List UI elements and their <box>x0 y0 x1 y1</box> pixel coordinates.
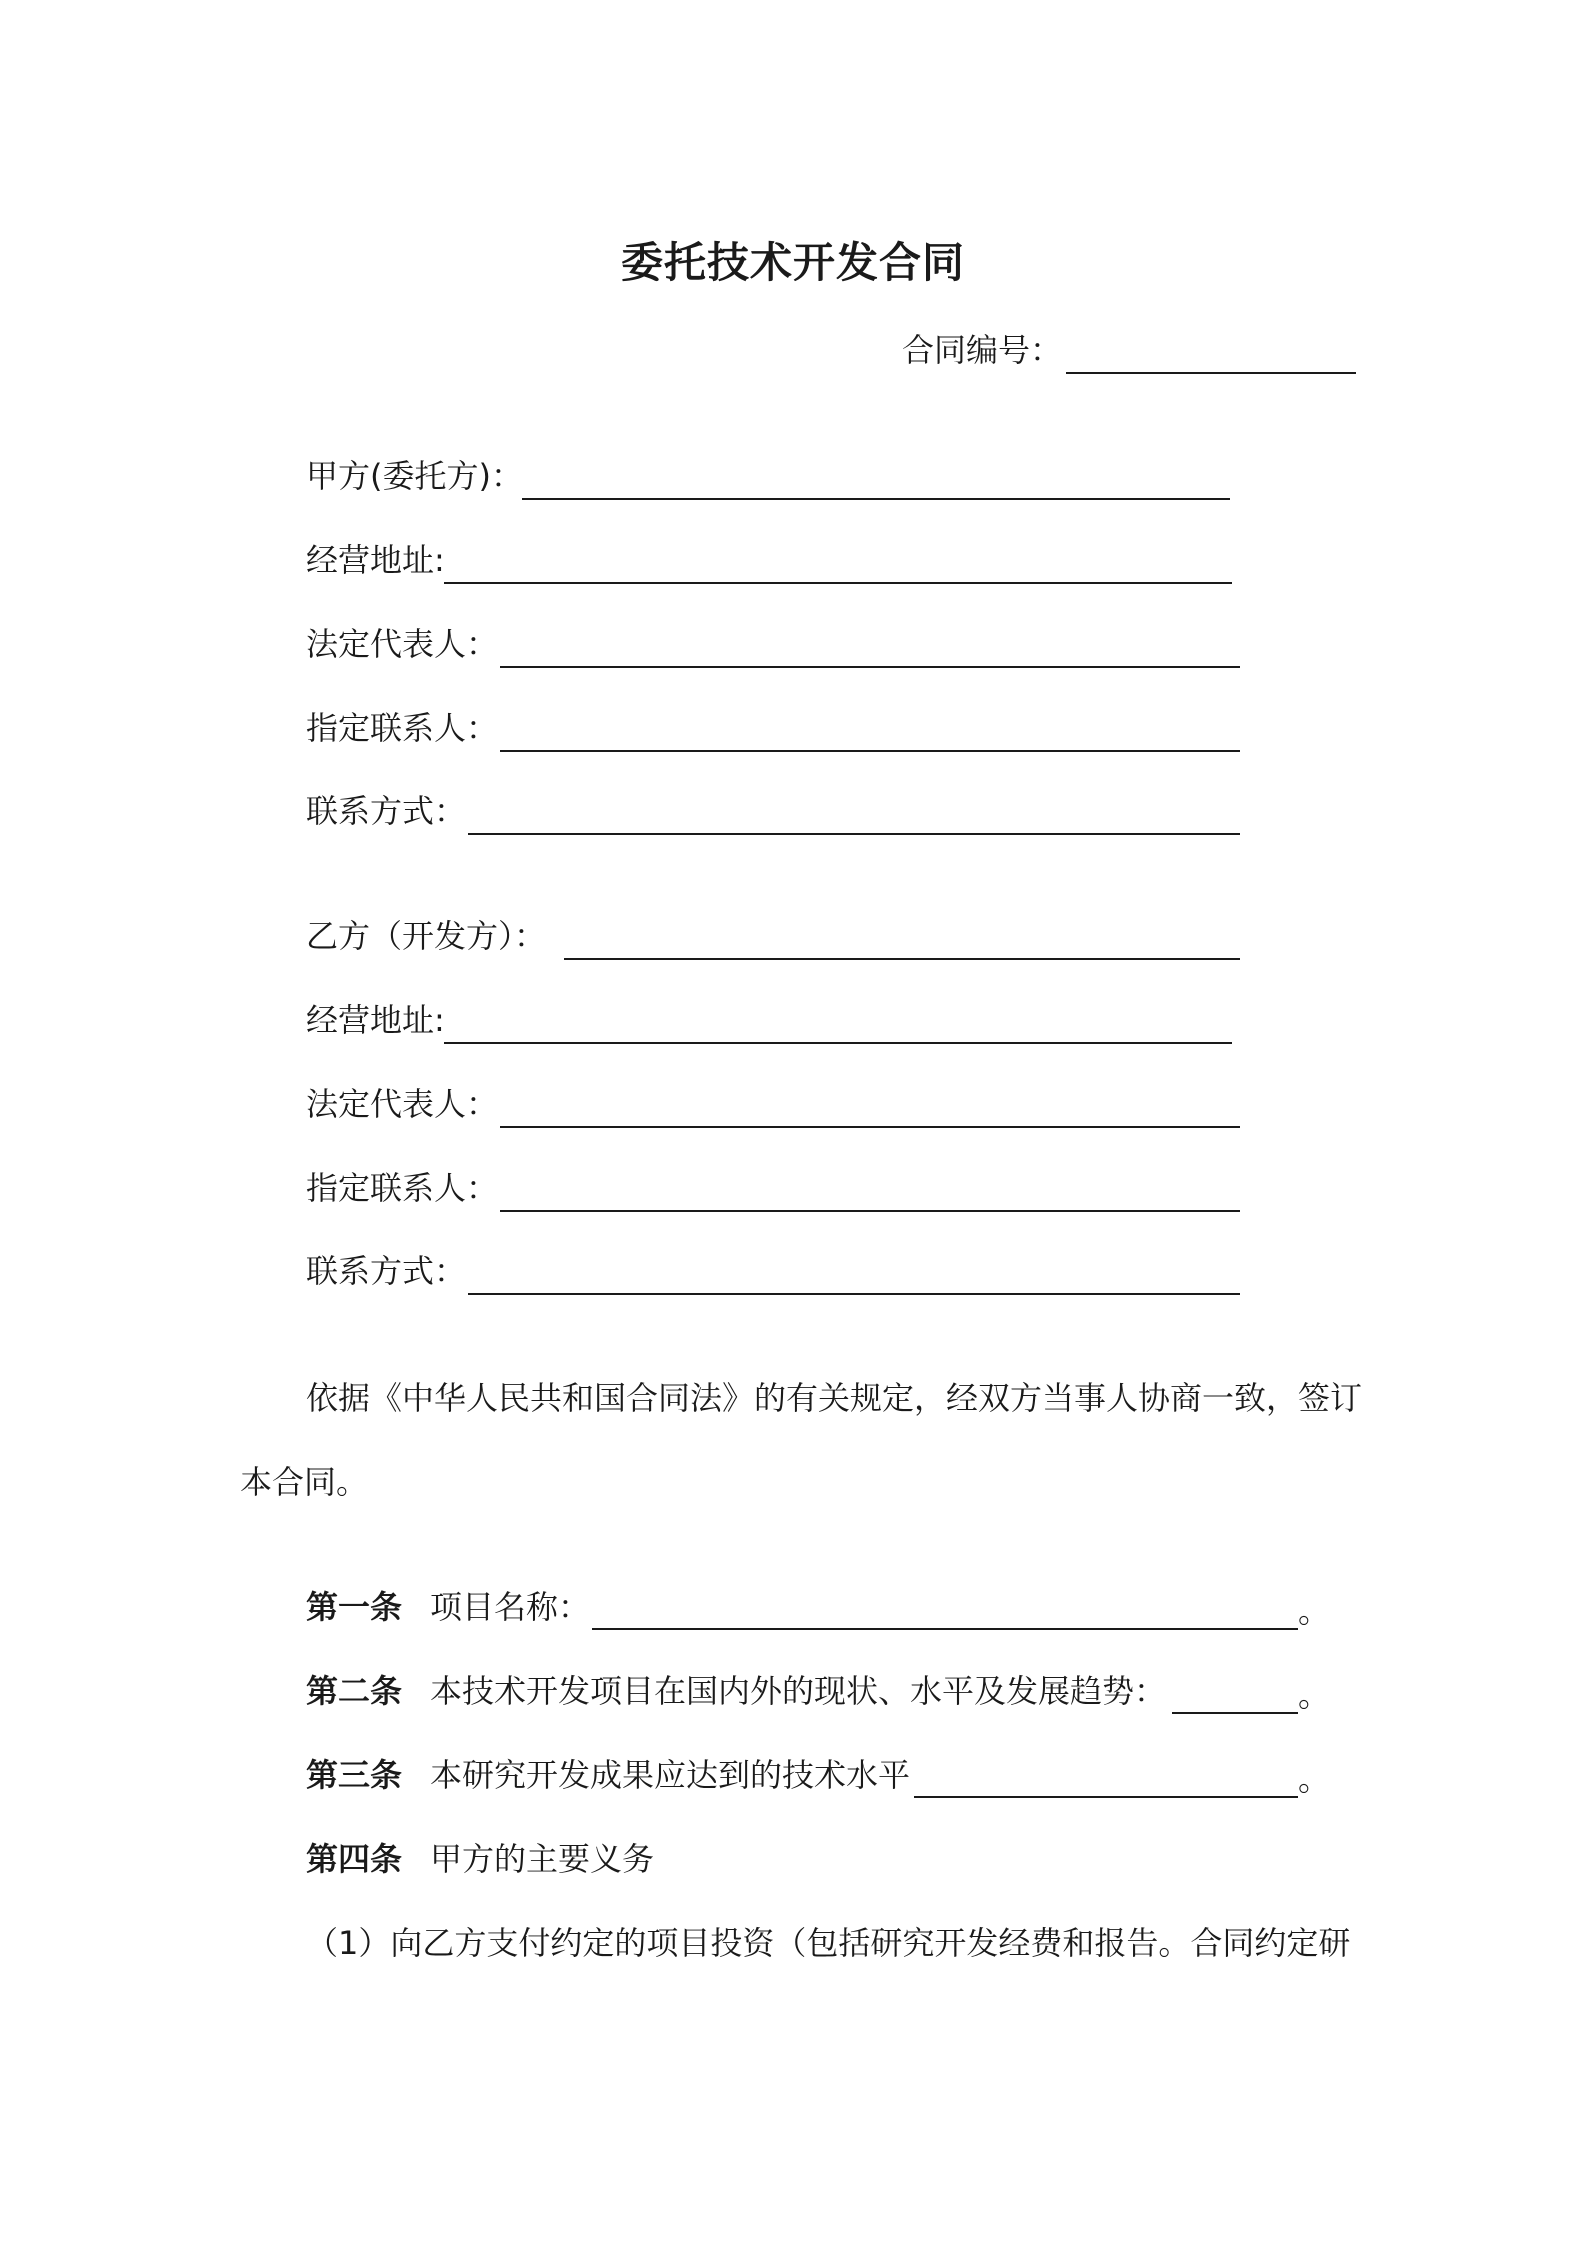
article-2-field[interactable] <box>1172 1712 1298 1714</box>
party-a-heading: 甲方(委托方)： <box>306 457 523 495</box>
party-b-name-field[interactable] <box>564 958 1240 960</box>
party-b-legal-rep-label: 法定代表人： <box>306 1085 499 1123</box>
article-3-text: 本研究开发成果应达到的技术水平 <box>430 1756 911 1794</box>
party-a-legal-rep-label: 法定代表人： <box>306 625 499 663</box>
article-1-end: 。 <box>1298 1592 1331 1630</box>
article-4-text: 甲方的主要义务 <box>430 1840 655 1878</box>
party-b-address-field[interactable] <box>444 1042 1232 1044</box>
article-2-text: 本技术开发项目在国内外的现状、水平及发展趋势： <box>430 1672 1167 1710</box>
party-a-address-field[interactable] <box>444 582 1232 584</box>
article-4-number: 第四条 <box>306 1840 403 1878</box>
article-3-field[interactable] <box>914 1796 1298 1798</box>
article-1-field[interactable] <box>592 1628 1298 1630</box>
article-3-number: 第三条 <box>306 1756 403 1794</box>
party-b-legal-rep-field[interactable] <box>500 1126 1240 1128</box>
party-b-contact-method-field[interactable] <box>468 1293 1240 1295</box>
party-b-contact-method-label: 联系方式： <box>306 1252 467 1290</box>
preamble-line-1: 依据《中华人民共和国合同法》的有关规定，经双方当事人协商一致，签订 <box>306 1379 1363 1417</box>
preamble-line-2: 本合同。 <box>240 1463 369 1501</box>
article-2-number: 第二条 <box>306 1672 403 1710</box>
article-3-end: 。 <box>1298 1760 1331 1798</box>
document-title: 委托技术开发合同 <box>620 238 965 287</box>
article-1-number: 第一条 <box>306 1588 403 1626</box>
party-a-contact-person-field[interactable] <box>500 750 1240 752</box>
party-a-address-label: 经营地址: <box>306 541 445 579</box>
party-b-address-label: 经营地址: <box>306 1001 445 1039</box>
clause-1-text: （1）向乙方支付约定的项目投资（包括研究开发经费和报告。合同约定研 <box>306 1924 1351 1962</box>
contract-number-label: 合同编号： <box>902 331 1063 369</box>
party-b-contact-person-field[interactable] <box>500 1210 1240 1212</box>
party-b-heading: 乙方（开发方）： <box>306 917 547 955</box>
party-a-contact-method-field[interactable] <box>468 833 1240 835</box>
party-b-contact-person-label: 指定联系人： <box>306 1169 499 1207</box>
article-1-text: 项目名称： <box>430 1588 591 1626</box>
party-a-name-field[interactable] <box>522 498 1230 500</box>
contract-number-field[interactable] <box>1066 372 1356 374</box>
party-a-contact-method-label: 联系方式： <box>306 792 467 830</box>
party-a-legal-rep-field[interactable] <box>500 666 1240 668</box>
party-a-contact-person-label: 指定联系人： <box>306 709 499 747</box>
article-2-end: 。 <box>1298 1676 1331 1714</box>
